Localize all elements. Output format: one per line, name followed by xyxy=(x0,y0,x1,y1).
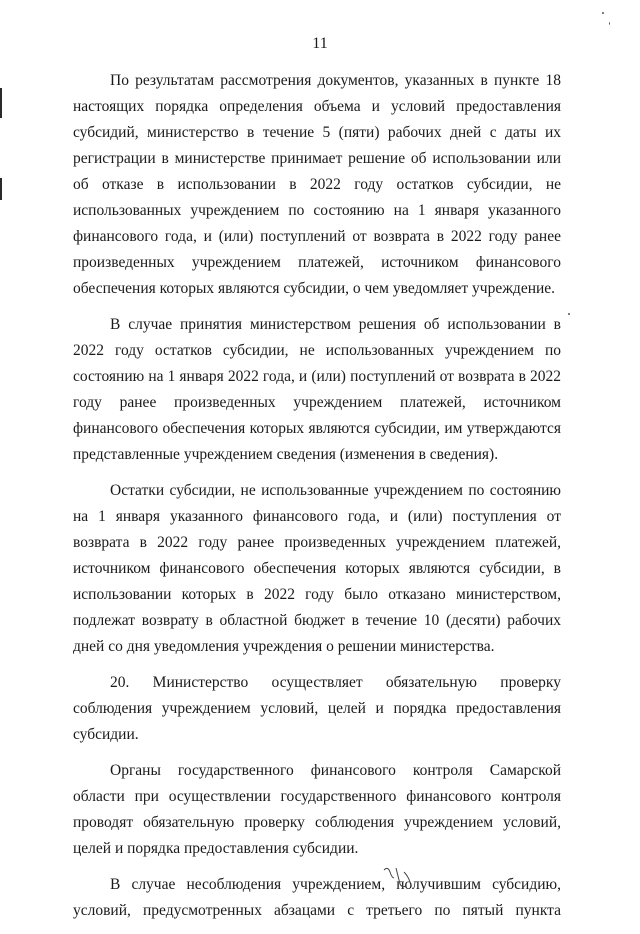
scan-speck xyxy=(568,313,570,315)
paragraph-2: В случае принятия министерством решения об использовании в 2022 году остатков субсидии, не использованных учреждением по состоянию на 1 января 2022 года, и (или) поступлений от возврата в 2022 году ранее произведенных учреждением платежей, источником финансового обеспечения которых являются субсидии, им утверждаются представленные учреждением сведения (изменения в сведения). xyxy=(73,316,561,463)
document-body xyxy=(73,68,561,934)
paragraph-6: В случае несоблюдения учреждением, получившим субсидию, условий, предусмотренных абзацами с третьего по пятый пункта xyxy=(73,876,561,919)
paragraph-5: Органы государственного финансового контроля Самарской области при осуществлении государственного финансового контроля проводят обязательную проверку соблюдения учреждением условий, целей и порядка предоставления субсидии. xyxy=(73,762,561,857)
page-number: 11 xyxy=(312,35,328,52)
scan-speck xyxy=(609,22,610,25)
scan-speck xyxy=(602,12,604,14)
paragraph-1: По результатам рассмотрения документов, указанных в пункте 18 настоящих порядка определения объема и условий предоставления субсидий, министерство в течение 5 (пяти) рабочих дней с даты их регистрации в министерстве принимает решение об использовании или об отказе в использовании в 2022 году остатков субсидии, не использованных учреждением по состоянию на 1 января указанного финансового года, и (или) поступлений от возврата в 2022 году ранее произведенных учреждением платежей, источником финансового обеспечения которых являются субсидии, о чем уведомляет учреждение. xyxy=(73,72,561,297)
handwritten-mark xyxy=(380,862,420,892)
paragraph-3: Остатки субсидии, не использованные учреждением по состоянию на 1 января указанного финансового года, и (или) поступления от возврата в 2022 году ранее произведенных учреждением платежей, источником финансового обеспечения которых являются субсидии, в использовании которых в 2022 году было отказано министерством, подлежат возврату в областной бюджет в течение 10 (десяти) рабочих дней со дня уведомления учреждения о решении министерства. xyxy=(73,482,561,655)
paragraph-4-item-20: 20. Министерство осуществляет обязательную проверку соблюдения учреждением условий, целей и порядка предоставления субсидии. xyxy=(73,674,561,743)
scan-edge-mark xyxy=(0,178,2,200)
scan-edge-mark xyxy=(0,88,2,118)
